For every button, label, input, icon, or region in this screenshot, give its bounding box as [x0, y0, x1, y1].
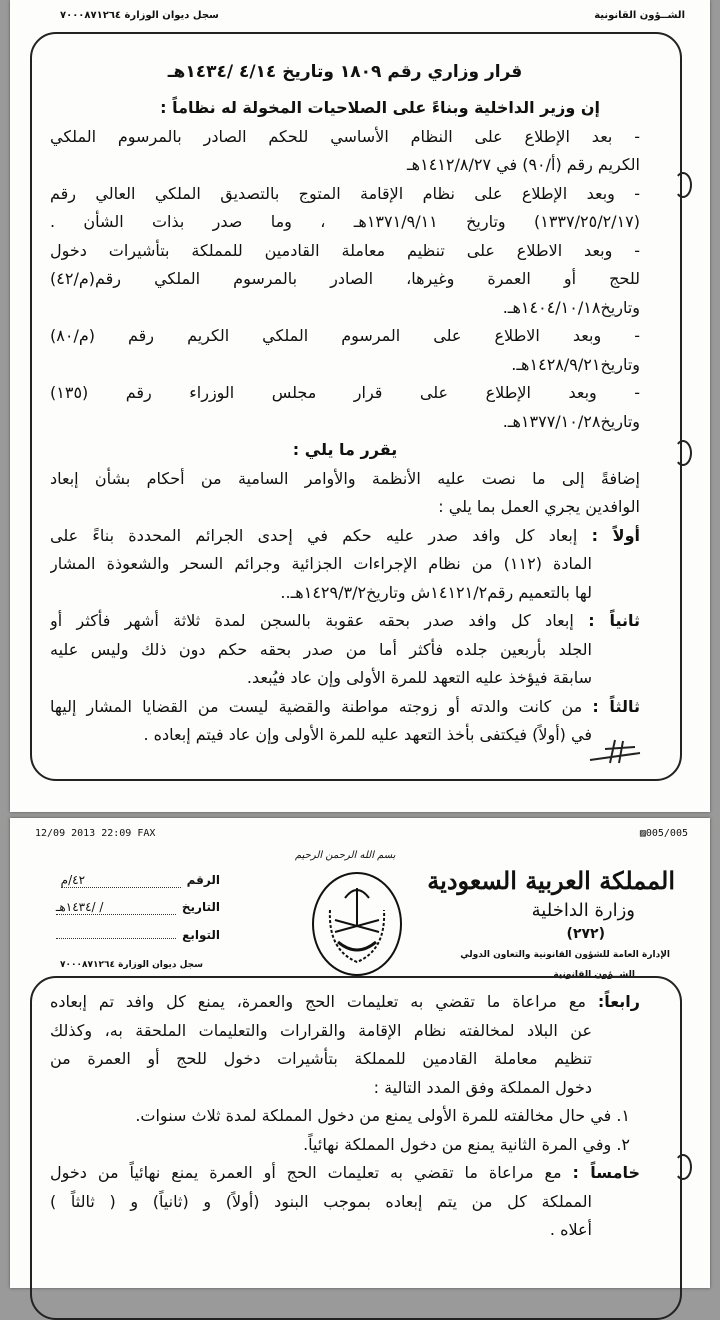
- binder-hole-icon: [674, 172, 692, 198]
- fax-pages: 005/005: [645, 828, 688, 839]
- decision-title: قرار وزاري رقم ١٨٠٩ وتاريخ ٤/١٤ /١٤٣٤هـ: [167, 62, 523, 82]
- clause-label: رابعاً:: [597, 992, 640, 1011]
- document-page-2: [10, 818, 710, 1288]
- clause-first: [50, 522, 640, 551]
- fax-header: 12/09 2013 22:09 FAX: [35, 828, 156, 839]
- field-value: ٤٢/م: [61, 873, 181, 888]
- clause-first: [50, 988, 640, 1017]
- body-line: إضافةً إلى ما نصت عليه الأنظمة والأوامر السامية من أحكام بشأن إبعاد: [50, 468, 640, 488]
- fax-page-count: ▨005/005: [639, 828, 688, 839]
- clause-line: دخول المملكة وفق المدد التالية :: [373, 1077, 592, 1097]
- preamble-line: للحج أو العمرة وغيرها، الصادر بالمرسوم الملكي رقم(م/٤٢): [50, 269, 640, 288]
- clause-text: إبعاد كل وافد صدر بحقه عقوبة بالسجن لمدة ثلاثة أشهر فأكثر أو: [50, 611, 574, 630]
- clause-label: أولاً :: [591, 525, 640, 545]
- clause-line: في (أولاً) فيكتفى بأخذ التعهد عليه للمرة الأولى وإن عاد فيتم إبعاده .: [143, 725, 592, 744]
- field-label: الرقم: [186, 873, 220, 887]
- signature-initials: [585, 735, 645, 765]
- department-name: الإدارة العامة للشؤون القانونية والتعاون الدولي: [460, 950, 670, 960]
- clause-text: مع مراعاة ما تقضي به تعليمات الحج والعمرة، يمنع كل وافد تم إبعاده: [50, 992, 586, 1011]
- sub-item: ١. في حال مخالفته للمرة الأولى يمنع من دخول المملكة لمدة ثلاث سنوات.: [135, 1106, 630, 1125]
- date-field: [56, 900, 220, 915]
- clause-first: [50, 693, 640, 722]
- clause-text: مع مراعاة ما تقضي به تعليمات الحج أو العمرة يمنع نهائياً من دخول: [50, 1163, 562, 1182]
- clause-text: إبعاد كل وافد صدر عليه حكم في إحدى الجرائم المحددة بناءً على: [50, 525, 578, 545]
- register-number: سجل ديوان الوزارة ٧٠٠٠٨٧١٢٦٤: [60, 10, 219, 21]
- clause-label: خامساً :: [572, 1163, 640, 1182]
- preamble-line: وتاريخ١٤٠٤/١٠/١٨هـ.: [502, 297, 640, 317]
- clause-line: أعلاه .: [549, 1220, 592, 1239]
- preamble-line: وتاريخ١٣٧٧/١٠/٢٨هـ.: [502, 411, 640, 431]
- intro: إن وزير الداخلية وبناءً على الصلاحيات المخولة له نظاماً :: [160, 98, 600, 117]
- field-label: التوابع: [182, 928, 220, 942]
- section-name: الشــؤون القانونية: [553, 970, 635, 980]
- kingdom-name: المملكة العربية السعودية: [427, 866, 675, 895]
- preamble-line: - بعد الإطلاع على النظام الأساسي للحكم الصادر بالمرسوم الملكي: [50, 126, 640, 146]
- preamble-line: - وبعد الاطلاع على المرسوم الملكي الكريم رقم (م/٨٠): [50, 326, 640, 345]
- preamble-line: وتاريخ١٤٢٨/٩/٢١هـ.: [511, 354, 640, 374]
- preamble-line: - وبعد الإطلاع على قرار مجلس الوزراء رقم (١٣٥): [50, 383, 640, 402]
- decides-heading: يقرر ما يلي :: [292, 440, 398, 459]
- field-label: التاريخ: [181, 900, 220, 914]
- register-number: سجل ديوان الوزارة ٧٠٠٠٨٧١٢٦٤: [60, 960, 203, 970]
- clause-line: المملكة كل من يتم إبعاده بموجب البنود (أولاً) و (ثانياً) و ( ثالثاً ): [50, 1191, 592, 1211]
- preamble-line: - وبعد الاطلاع على تنظيم معاملة القادمين للمملكة بتأشيرات دخول: [50, 240, 640, 260]
- binder-hole-icon: [674, 440, 692, 466]
- attachments-field: [56, 928, 220, 942]
- field-value: [56, 938, 176, 939]
- ministry-code: (٢٧٢): [566, 926, 605, 942]
- clause-line: تنظيم معاملة القادمين للمملكة بتأشيرات دخول للحج أو العمرة من: [50, 1049, 592, 1068]
- document-page-1: [10, 0, 710, 812]
- department-header: الشــؤون القانونية: [594, 10, 685, 21]
- field-value: / /١٤٣٤هـ: [56, 900, 176, 915]
- ministry-name: وزارة الداخلية: [531, 900, 635, 921]
- preamble-line: الكريم رقم (أ/٩٠) في ١٤١٢/٨/٢٧هـ: [406, 155, 640, 174]
- body-line: الوافدين يجري العمل بما يلي :: [438, 497, 640, 516]
- clause-line: الجلد بأربعين جلده فأكثر أما من صدر بحقه حكم دون ذلك وليس عليه: [50, 639, 592, 659]
- clause-line: عن البلاد لمخالفته نظام الإقامة والقرارات والتعليمات الملحقة به، وكذلك: [50, 1020, 592, 1040]
- bismillah: بسم الله الرحمن الرحيم: [295, 850, 396, 861]
- national-emblem-icon: [310, 870, 405, 978]
- preamble-line: (١٣٣٧/٢٥/٢/١٧) وتاريخ ١٣٧١/٩/١١هـ ، وما صدر بذات الشأن .: [50, 212, 640, 231]
- sub-item: ٢. وفي المرة الثانية يمنع من دخول المملكة نهائياً.: [303, 1134, 630, 1154]
- reference-number-field: [61, 873, 220, 888]
- clause-line: المادة (١١٢) من نظام الإجراءات الجزائية وجرائم السحر والشعوذة المشار: [50, 554, 593, 573]
- clause-first: [50, 607, 640, 636]
- clause-first: [50, 1159, 640, 1188]
- clause-line: سابقة فيؤخذ عليه التعهد للمرة الأولى وإن عاد فيُبعد.: [246, 668, 592, 687]
- clause-line: لها بالتعميم رقم١٤١٢١/٢ش وتاريخ١٤٢٩/٣/٢هـ..: [280, 582, 592, 602]
- clause-label: ثالثاً :: [592, 696, 640, 716]
- preamble-line: - وبعد الإطلاع على نظام الإقامة المتوج بالتصديق الملكي العالي رقم: [50, 183, 640, 203]
- preamble-list: [50, 123, 640, 437]
- clause-label: ثانياً :: [588, 611, 640, 630]
- clause-text: من كانت والدته أو زوجته مواطنة والقضية ليست من القضايا المشار إليها: [50, 696, 583, 716]
- binder-hole-icon: [674, 1154, 692, 1180]
